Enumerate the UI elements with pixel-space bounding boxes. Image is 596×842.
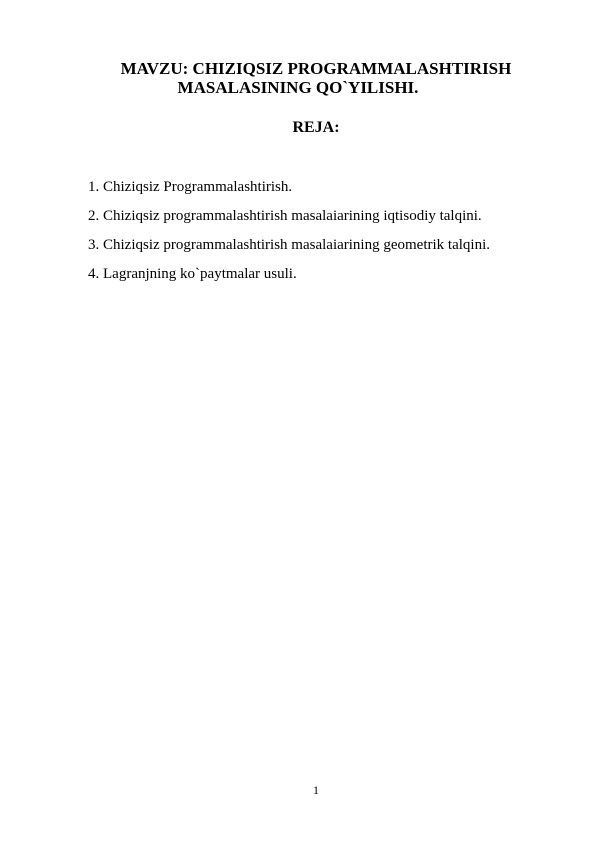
plan-item: 2. Chiziqsiz programmalashtirish masalaiarining iqtisodiy talqini. <box>88 208 482 224</box>
title-line-1: MAVZU: CHIZIQSIZ PROGRAMMALASHTIRISH <box>120 59 512 78</box>
plan-item: 4. Lagranjning ko`paytmalar usuli. <box>88 266 297 282</box>
page-title <box>0 59 596 97</box>
plan-list <box>88 178 490 294</box>
plan-item: 1. Chiziqsiz Programmalashtirish. <box>88 179 293 195</box>
title-line-2: MASALASINING QO`YILISHI. <box>177 78 419 97</box>
plan-item: 3. Chiziqsiz programmalashtirish masalaiarining geometrik talqini. <box>88 237 490 253</box>
page-number: 1 <box>313 783 319 797</box>
plan-heading: REJA: <box>292 119 340 136</box>
